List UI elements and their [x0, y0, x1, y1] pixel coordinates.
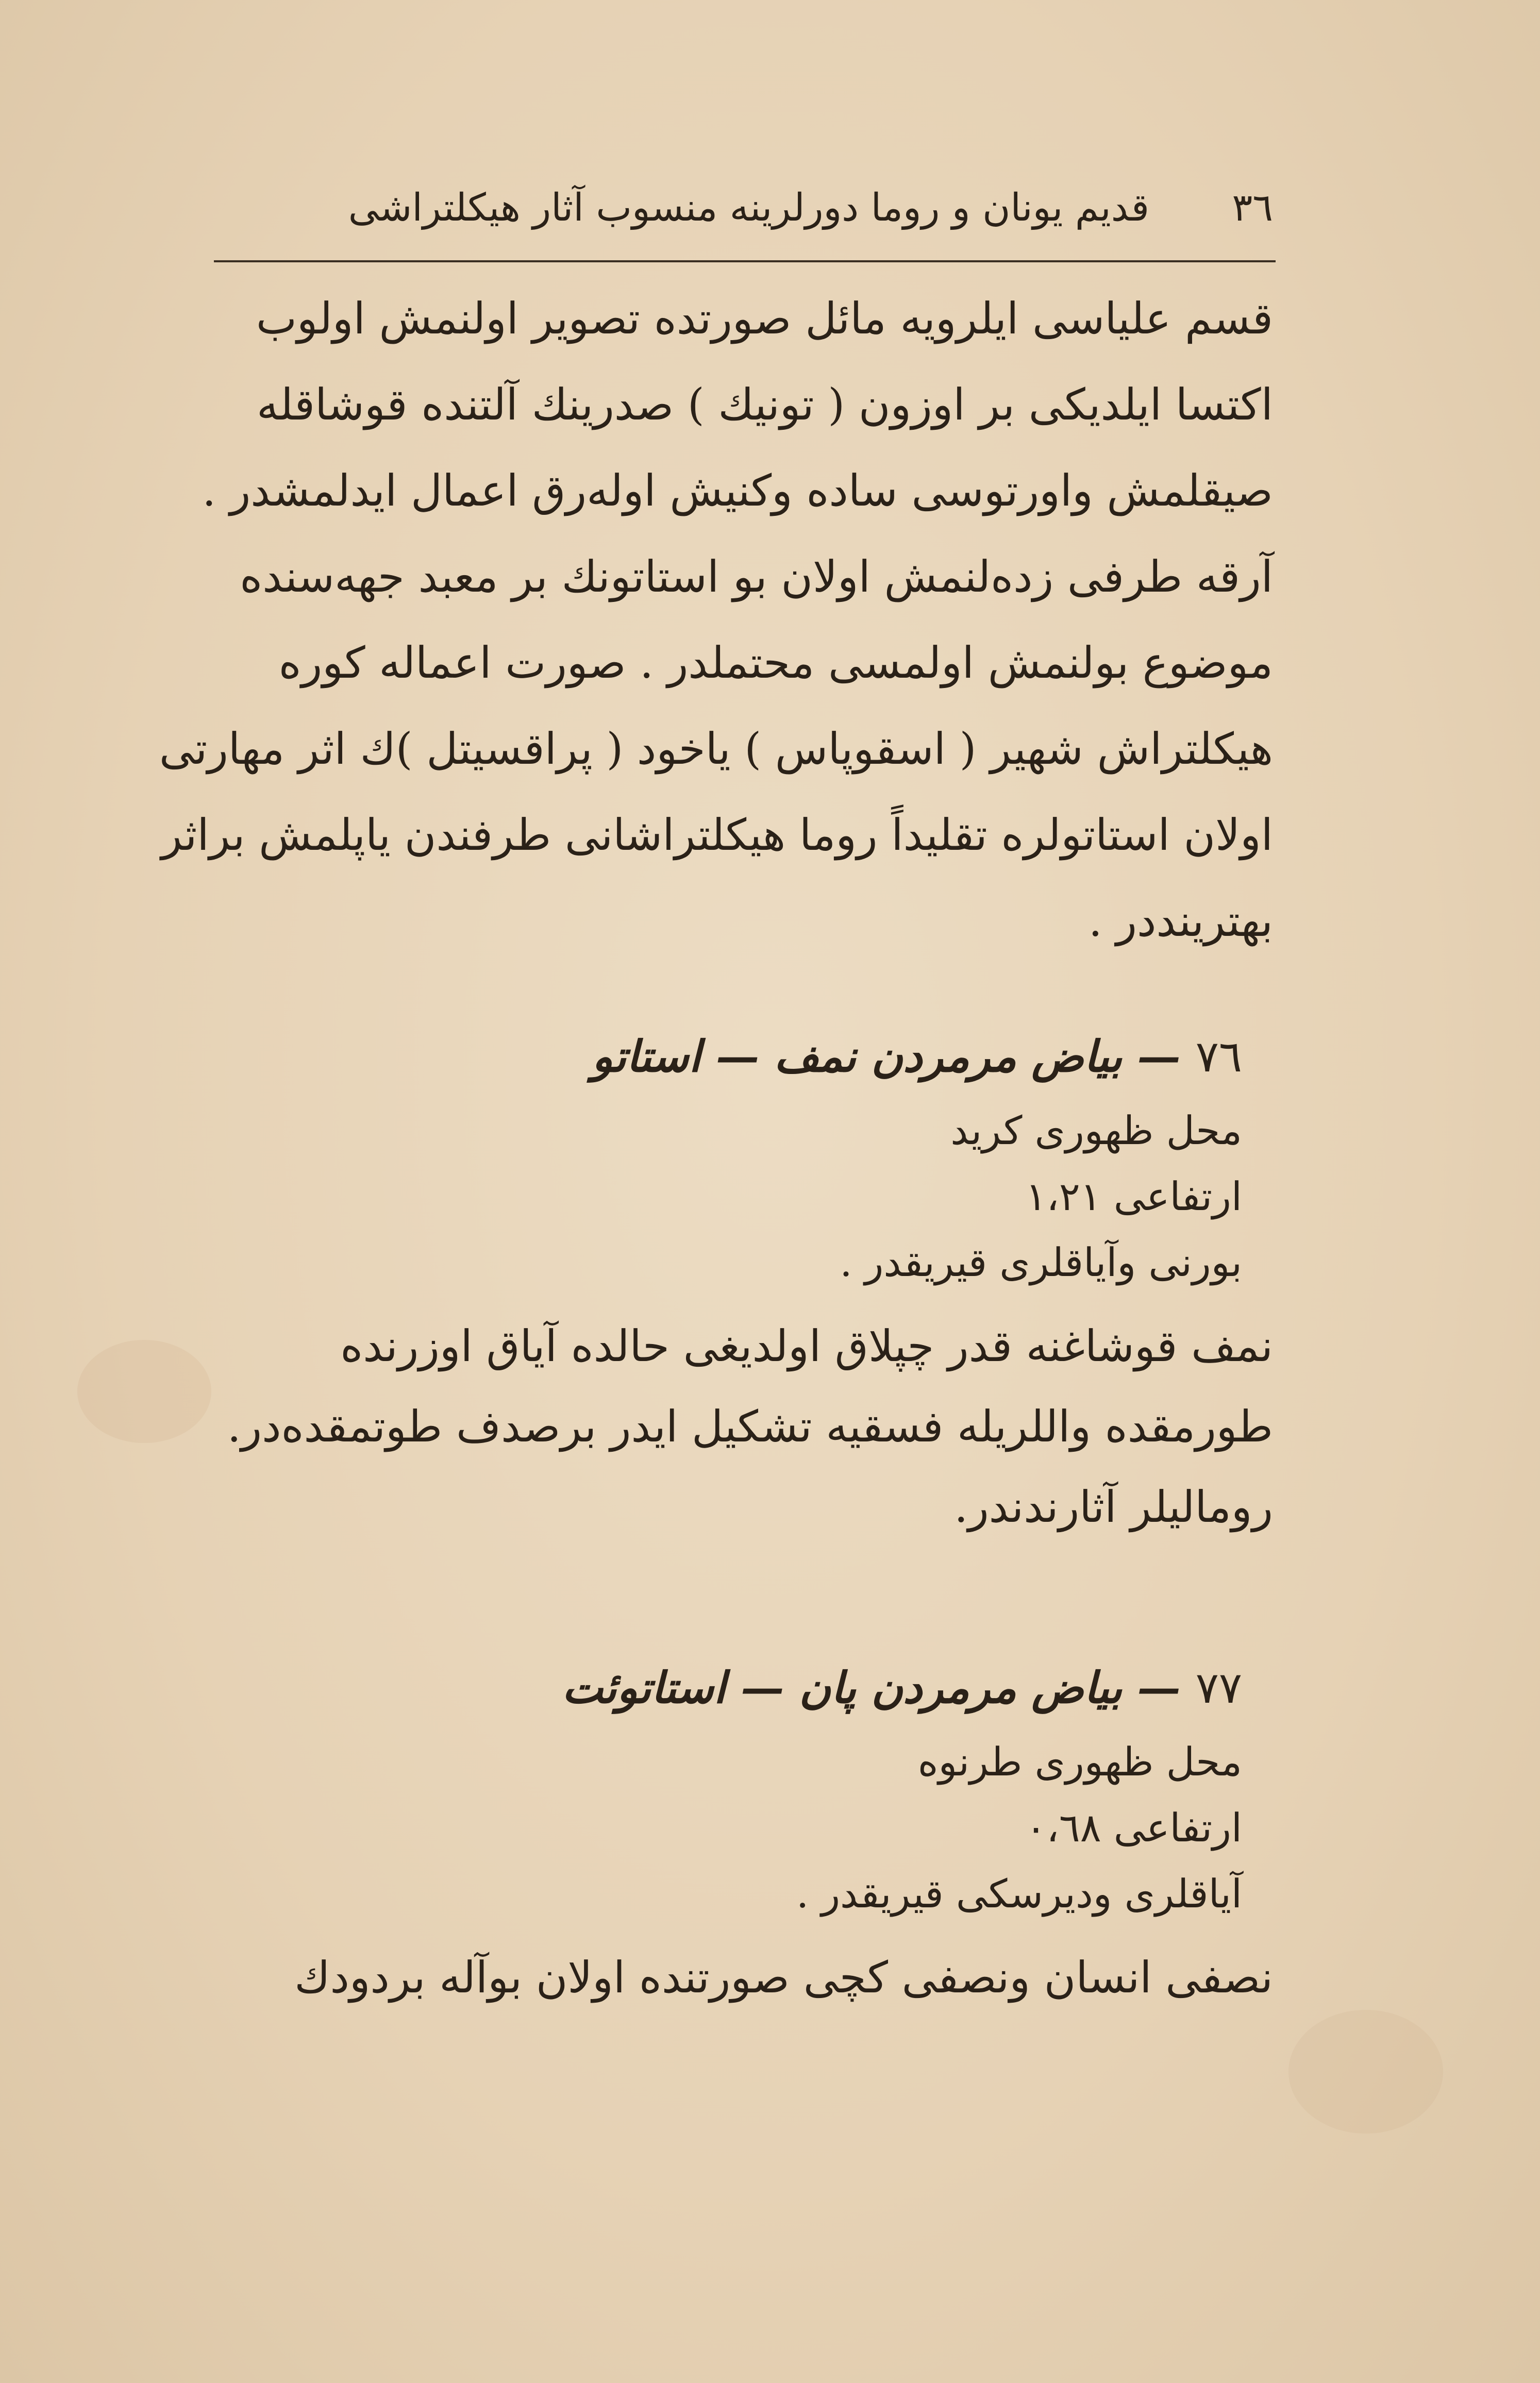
entry-meta — [216, 1729, 1273, 1927]
entry-meta — [216, 1098, 1273, 1296]
entry-heading — [216, 1657, 1273, 1719]
text-line: اکتسا ایلدیکی بر اوزون ( تونیك ) صدرینك آلتنده قوشاقله — [257, 379, 1273, 430]
meta-line: بورنی وآیاقلری قیریقدر . — [840, 1239, 1242, 1285]
entry-heading — [216, 1026, 1273, 1087]
meta-line: محل ظهوری طرنوه — [917, 1739, 1242, 1785]
meta-line: ارتفاعی ١،٢١ — [1025, 1173, 1242, 1219]
intro-paragraph — [159, 276, 1273, 964]
description-line: نمف قوشاغنه قدر چپلاق اولدیغی حالده آیاق اوزرنده — [340, 1321, 1273, 1371]
text-line: هیکلتراش شهیر ( اسقوپاس ) یاخود ( پراقسیتل )ك اثر مهارتی — [159, 724, 1273, 774]
catalog-entry-77 — [216, 1657, 1273, 2018]
description-line: نصفی انسان ونصفی کچی صورتنده اولان بوآله بردودك — [294, 1952, 1273, 2003]
running-title: قدیم یونان و روما دورلرینه منسوب آثار هیکلتراشی — [348, 186, 1149, 230]
catalog-entry-76 — [216, 1026, 1273, 1547]
paper-stain — [77, 1340, 211, 1443]
description-line: رومالیلر آثارندندر. — [954, 1482, 1273, 1532]
header-rule — [214, 260, 1276, 262]
text-line: موضوع بولنمش اولمسی محتملدر . صورت اعماله کوره — [278, 637, 1273, 688]
entry-title: — بیاض مرمردن پان — استاتوئت — [562, 1662, 1181, 1713]
entry-number: ٧٦ — [1195, 1031, 1242, 1082]
entry-description — [216, 1937, 1273, 2018]
meta-line: آیاقلری ودیرسکی قیریقدر . — [796, 1871, 1242, 1917]
running-header — [216, 180, 1273, 258]
text-line: آرقه طرفی زده‌لنمش اولان بو استاتونك بر معبد جهه‌سنده — [240, 551, 1273, 602]
text-line: صیقلمش واورتوسی ساده وکنیش اوله‌رق اعمال ایدلمشدر . — [202, 465, 1273, 516]
entry-title: — بیاض مرمردن نمف — استاتو — [592, 1031, 1181, 1082]
description-line: طورمقده واللریله فسقیه تشکیل ایدر برصدف طوتمقده‌در. — [227, 1401, 1273, 1452]
meta-line: محل ظهوری کرید — [950, 1107, 1242, 1153]
text-line: قسم علیاسی ایلرویه مائل صورتده تصویر اولنمش اولوب — [256, 293, 1273, 344]
meta-line: ارتفاعی ٠،٦٨ — [1025, 1805, 1242, 1851]
page-number: ٣٦ — [1232, 186, 1273, 230]
paper-stain — [1288, 2010, 1443, 2134]
entry-number: ٧٧ — [1195, 1663, 1242, 1713]
text-line: اولان استاتولره تقلیداً روما هیکلتراشانی طرفندن یاپلمش براثر — [161, 810, 1273, 860]
entry-description — [216, 1306, 1273, 1547]
text-line: بهترینددر . — [1089, 896, 1273, 946]
